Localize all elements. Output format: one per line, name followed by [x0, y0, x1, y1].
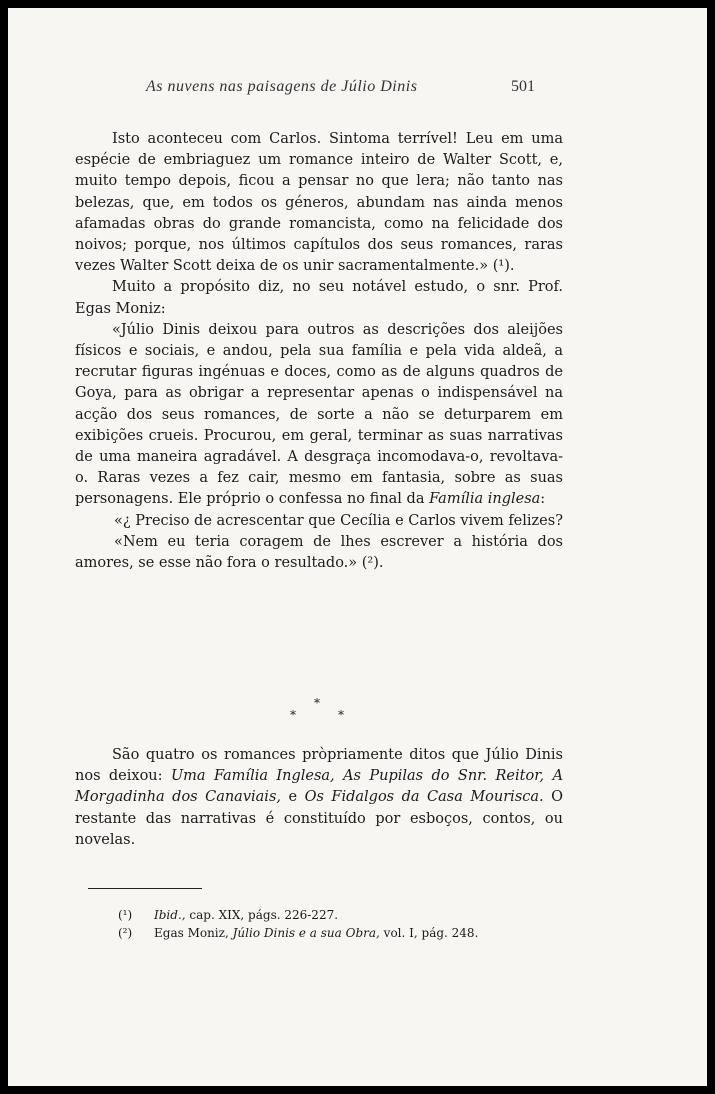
paragraph-quote-nem-eu: «Nem eu teria coragem de lhes escrever a história dos amores, se esse não fora o resultado.» (²).: [75, 533, 563, 572]
paragraph-egas-moniz-intro: Muito a propósito diz, no seu notável estudo, o snr. Prof. Egas Moniz:: [75, 279, 563, 317]
footnote-2: [118, 924, 558, 942]
novels-tail: O restante das narrativas é constituído por esboços, contos, ou novelas.: [75, 789, 564, 848]
asterism-separator: [278, 696, 358, 726]
running-header: [8, 78, 707, 102]
footnote-1: [118, 906, 558, 924]
paragraph-novels: [75, 745, 563, 851]
footnote-text: cap. XIX, págs. 226-227.: [189, 908, 339, 922]
novel-title-2: As Pupilas do Snr. Reitor,: [343, 768, 545, 785]
asterism-star-right: *: [338, 708, 344, 722]
italic-title-familia-inglesa: Família inglesa: [429, 491, 541, 508]
paragraph-quote-julio-dinis: [75, 320, 563, 511]
asterism-star-top: *: [314, 696, 320, 710]
footnote-rule: [88, 888, 202, 889]
footnotes: [118, 906, 558, 942]
footnote-italic: Ibid.,: [154, 908, 186, 922]
footnote-mark: (²): [118, 926, 133, 940]
running-title: As nuvens nas paisagens de Júlio Dinis: [146, 78, 418, 95]
footnote-italic: Júlio Dinis e a sua Obra,: [232, 926, 380, 940]
main-text: [75, 129, 563, 574]
quote-colon: :: [540, 491, 546, 508]
footnote-mark: (¹): [118, 908, 133, 922]
page-number: 501: [511, 78, 535, 95]
footnote-prefix: Egas Moniz,: [154, 926, 229, 940]
novel-title-4: Os Fidalgos da Casa Mourisca.: [304, 789, 544, 806]
novels-lead: São quatro os romances pròpriamente ditos que Júlio Dinis nos deixou:: [75, 747, 563, 785]
novel-title-3: A Morgadinha dos Canaviais,: [75, 768, 564, 806]
novel-title-1: Uma Família Inglesa,: [170, 768, 335, 785]
paragraph-carlos: Isto aconteceu com Carlos. Sintoma terrível! Leu em uma espécie de embriaguez um romance inteiro de Walter Scott, e, muito tempo depois, ficou a pensar no que lera; não tanto nas belezas, que, em todos os géneros, abundam nas ainda menos afamadas obras do grande romancista, como na felicidade dos noivos; porque, nos últimos capítulos dos seus romances, raras vezes Walter Scott deixa de os unir sacramentalmente.» (¹).: [75, 131, 563, 275]
novels-and: e: [288, 789, 298, 806]
book-page: [8, 8, 707, 1086]
asterism-star-left: *: [290, 708, 296, 722]
section-novels: [75, 745, 563, 851]
quote-text: «Júlio Dinis deixou para outros as descrições dos aleijões físicos e sociais, e andou, pela sua família e pela vida aldeã, a recrutar figuras ingénuas e doces, como as de alguns quadros de Goya, para as obrigar a representar apenas o indispensável na acção dos seus romances, de sorte a não se deturparem em exibições crueis. Procurou, em geral, terminar as suas narrativas de uma maneira agradável. A desgraça incomodava-o, revoltava-o. Raras vezes a fez cair, mesmo em fantasia, sobre as suas personagens. Ele próprio o confessa no final da: [75, 321, 563, 508]
paragraph-quote-cecilia: «¿ Preciso de acrescentar que Cecília e Carlos vivem felizes?: [114, 512, 563, 529]
footnote-text: vol. I, pág. 248.: [383, 926, 479, 940]
